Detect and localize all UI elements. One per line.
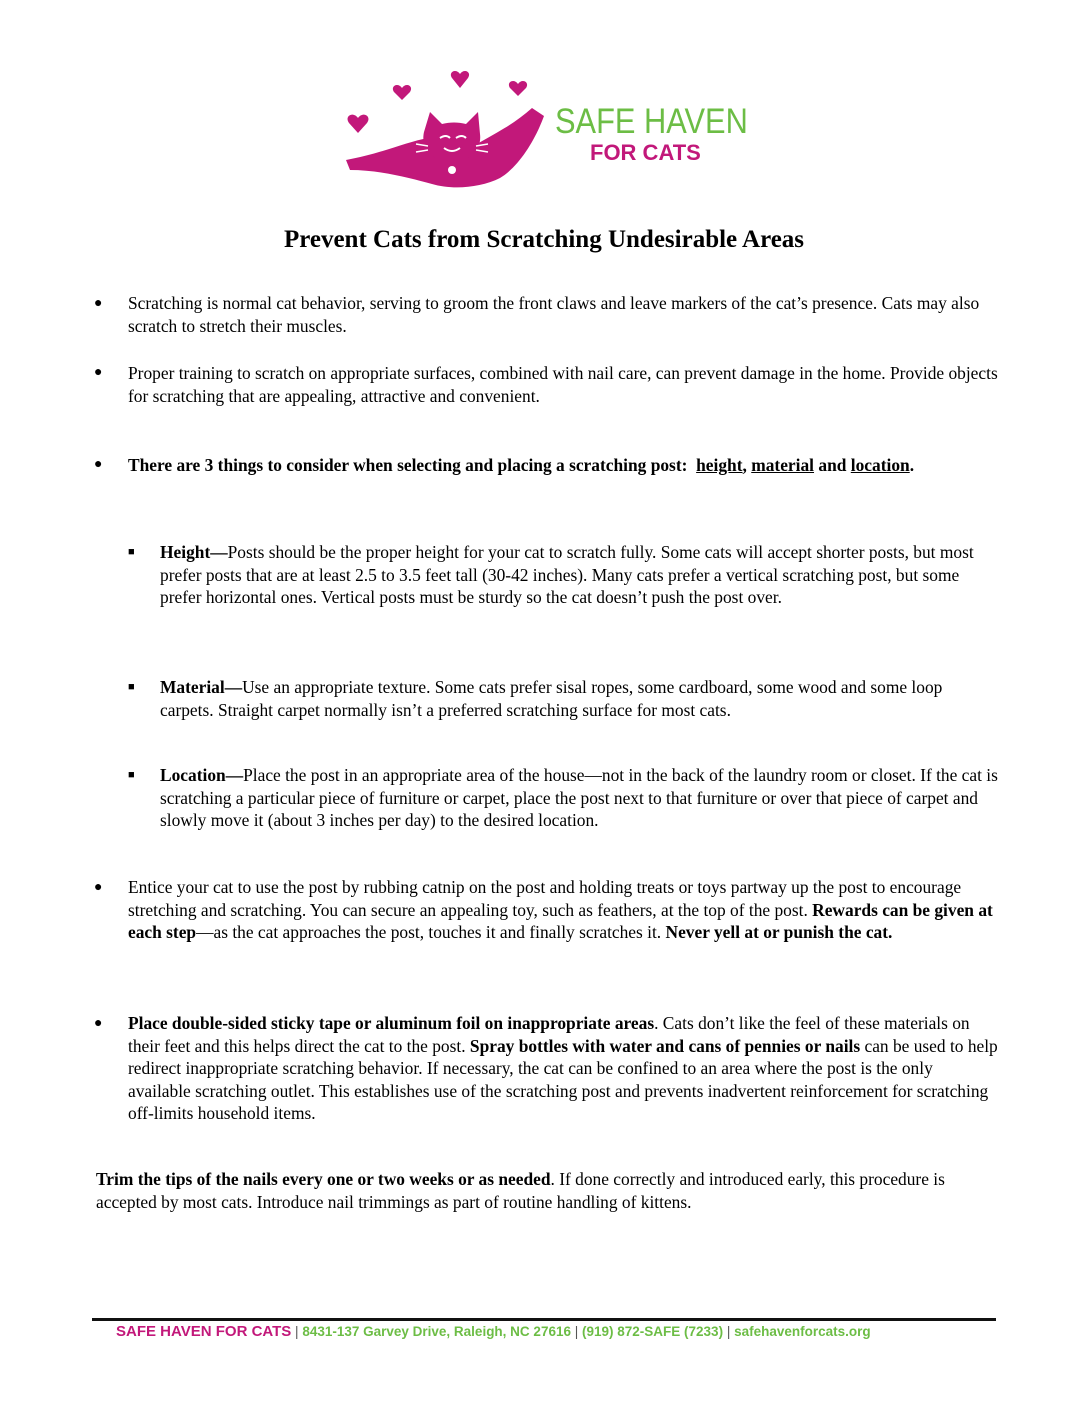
logo-title: SAFE HAVEN	[555, 102, 748, 141]
entice-text-1: Entice your cat to use the post by rubbing catnip on the post and holding treats or toys partway up the post to encourage stretching and scratching. You can secure an appealing toy, such as feathers, at the top of the post.	[128, 877, 962, 920]
material-text: Use an appropriate texture. Some cats prefer sisal ropes, some cardboard, some wood and some loop carpets. Straight carpet normally isn’t a preferred scratching surface for most cats.	[160, 677, 943, 720]
footer-separator: |	[291, 1324, 303, 1339]
location-text: Place the post in an appropriate area of the house—not in the back of the laundry room or closet. If the cat is scratching a particular piece of furniture or carpet, place the post next to that furniture or over that piece of carpet and slowly move it (about 3 inches per day) to the desired location.	[160, 765, 998, 830]
location-label: Location—	[160, 765, 244, 785]
location-link: location	[850, 455, 910, 475]
square-bullet-icon: ■	[128, 681, 135, 693]
footer-separator: |	[570, 1324, 582, 1339]
bullet-icon: ●	[94, 365, 103, 380]
material-link: material	[751, 455, 815, 475]
bullet-icon: ●	[94, 880, 103, 895]
sticky-tape-bold: Place double-sided sticky tape or aluminum foil on inappropriate areas	[128, 1013, 655, 1033]
bullet-proper-training: Proper training to scratch on appropriate surfaces, combined with nail care, can prevent damage in the home. Provide objects for scratching that are appealing, attractive and convenient.	[128, 363, 998, 406]
bullet-three-things	[128, 454, 988, 477]
never-yell-bold: Never yell at or punish the cat.	[665, 922, 893, 942]
closing-paragraph	[96, 1168, 996, 1213]
sub-bullet-height	[160, 541, 998, 609]
bullet-icon: ●	[94, 296, 103, 311]
footer-address: 8431-137 Garvey Drive, Raleigh, NC 27616	[302, 1324, 571, 1339]
square-bullet-icon: ■	[128, 546, 135, 558]
logo-subtitle: FOR CATS	[590, 140, 701, 165]
height-text: Posts should be the proper height for your cat to scratch fully. Some cats will accept shorter posts, but most prefer posts that are at least 2.5 to 3.5 feet tall (30-42 inches). Many cats prefer a vertical scratching post, but some prefer horizontal ones. Vertical posts must be sturdy so the cat doesn’t push the post over.	[160, 542, 974, 607]
comma: ,	[742, 455, 747, 475]
sub-bullet-location	[160, 764, 998, 832]
material-label: Material—	[160, 677, 243, 697]
period: .	[909, 455, 915, 475]
sub-bullet-material	[160, 676, 998, 721]
footer-website[interactable]: safehavenforcats.org	[734, 1324, 871, 1339]
footer-separator: |	[723, 1324, 735, 1339]
footer-divider	[92, 1318, 996, 1321]
bullet-scratching-normal: Scratching is normal cat behavior, serving to groom the front claws and leave markers of the cat’s presence. Cats may also scratch to stretch their muscles.	[128, 293, 980, 336]
spray-bottles-bold: Spray bottles with water and cans of pennies or nails	[469, 1035, 861, 1056]
bullet-sticky-tape	[128, 1012, 998, 1125]
entice-text-2: —as the cat approaches the post, touches it and finally scratches it.	[196, 922, 666, 942]
footer	[116, 1323, 871, 1340]
and-word: and	[818, 455, 847, 475]
rewards-bold: Rewards can be given at each step	[128, 899, 993, 942]
three-things-lead: There are 3 things to consider when selecting and placing a scratching post:	[128, 455, 688, 475]
square-bullet-icon: ■	[128, 769, 135, 781]
footer-org-name: SAFE HAVEN FOR CATS	[116, 1323, 292, 1340]
page-title: Prevent Cats from Scratching Undesirable Areas	[283, 226, 805, 253]
footer-phone: (919) 872-SAFE (7233)	[582, 1324, 724, 1339]
bullet-icon: ●	[94, 1016, 103, 1031]
sticky-tape-text-1: . Cats don’t like the feel of these materials on their feet and this helps direct the cat to the post.	[128, 1013, 970, 1056]
cat-logo-icon	[340, 66, 550, 196]
trim-nails-bold: Trim the tips of the nails every one or two weeks or as needed	[96, 1169, 551, 1189]
bullet-entice-cat	[128, 876, 998, 944]
logo	[340, 66, 760, 206]
height-label: Height—	[160, 542, 228, 562]
sticky-tape-text-2: can be used to help redirect inappropriate scratching behavior. If necessary, the cat can be confined to an area where the post is the only available scratching outlet. This establishes use of the scratching post and prevents inadvertent reinforcement for scratching off-limits household items.	[128, 1035, 998, 1123]
closing-text: . If done correctly and introduced early, this procedure is accepted by most cats. Introduce nail trimmings as part of routine handling of kittens.	[96, 1169, 945, 1212]
height-link: height	[696, 455, 743, 475]
bullet-icon: ●	[94, 457, 103, 472]
